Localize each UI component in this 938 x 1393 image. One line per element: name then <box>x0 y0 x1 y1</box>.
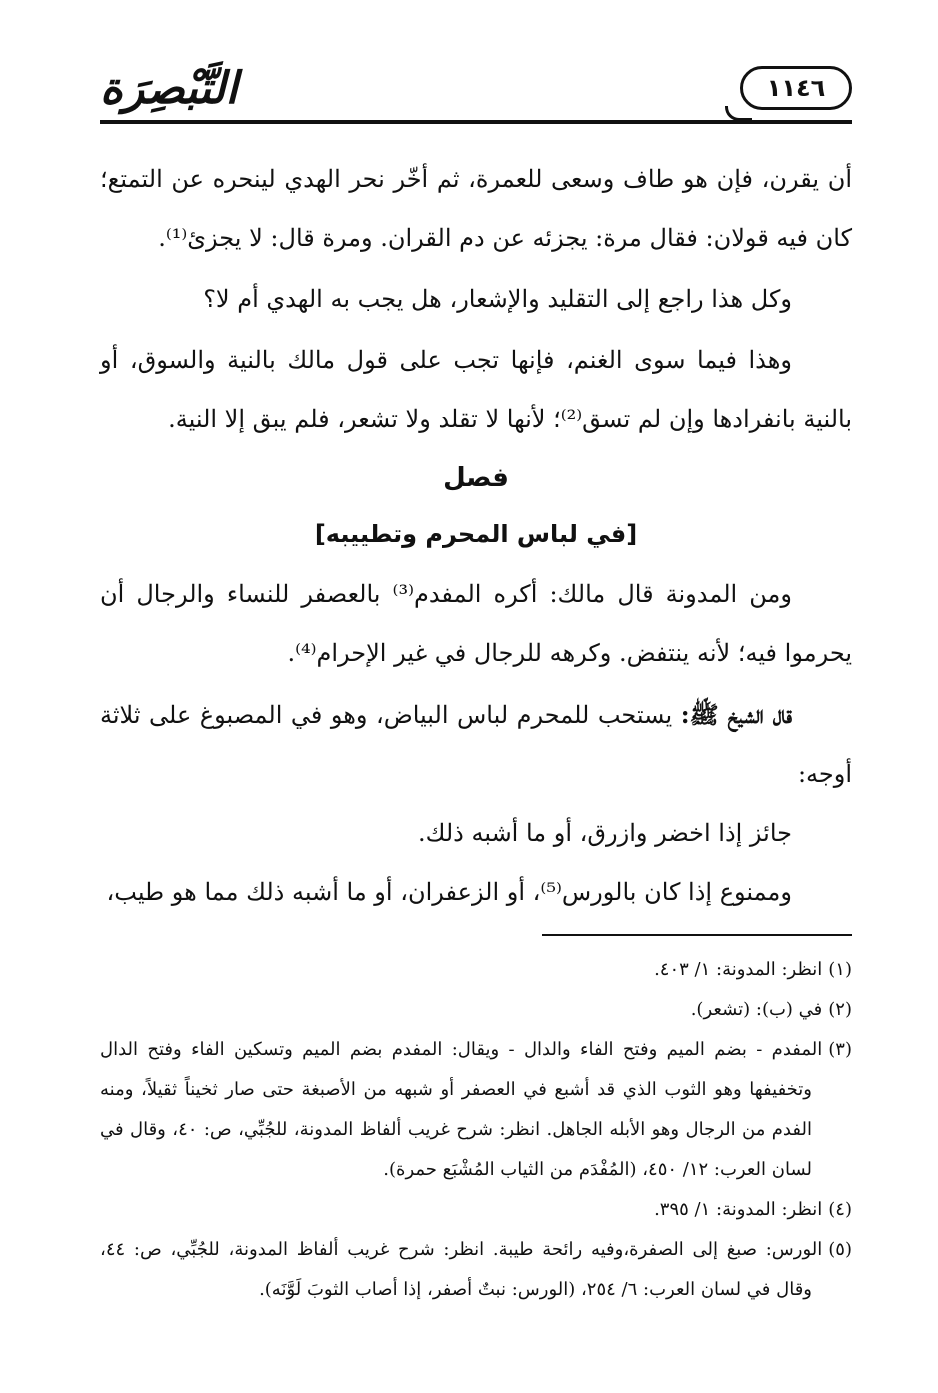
paragraph-7: وممنوع إذا كان بالورس⁽⁵⁾، أو الزعفران، أو ما أشبه ذلك مما هو طيب، <box>106 878 792 906</box>
section-heading: فصل <box>443 463 509 493</box>
footnote-text: الورس: صبغ إلى الصفرة،وفيه رائحة طيبة. انظر: شرح غريب ألفاظ المدونة، للجُبِّي، ص: ٤٤، وقال في لسان العرب: ٦/ ٢٥٤، (الورس: نبتٌ أصفر، إذا أصاب الثوبَ لَوَّنَه). <box>100 1239 823 1300</box>
paragraph-5 <box>100 685 852 804</box>
footnote-2 <box>100 990 852 1030</box>
footnote-number: (٤) <box>828 1199 852 1220</box>
paragraph-6: جائز إذا اخضر وازرق، أو ما أشبه ذلك. <box>417 819 792 847</box>
sheikh-label: قال الشيخ ﷺ: <box>680 700 793 729</box>
paragraph-4: ومن المدونة قال مالك: أكره المفدم⁽³⁾ بالعصفر للنساء والرجال أن يحرموا فيه؛ لأنه ينتفض. وكرهه للرجال في غير الإحرام⁽⁴⁾. <box>100 580 852 667</box>
page-header <box>100 58 852 128</box>
footnotes <box>100 950 852 1310</box>
footnote-1 <box>100 950 852 990</box>
main-text <box>100 150 852 922</box>
book-title: التَّبْصِرَة <box>100 63 238 114</box>
footnote-4 <box>100 1190 852 1230</box>
footnote-number: (٥) <box>828 1239 852 1260</box>
footnote-number: (٣) <box>828 1039 852 1060</box>
header-rule <box>100 120 852 124</box>
footnote-text: انظر: المدونة: ١/ ٤٠٣. <box>654 959 823 980</box>
page-number-badge <box>740 66 852 110</box>
footnote-5 <box>100 1230 852 1310</box>
badge-tail-ornament <box>725 106 752 121</box>
footnote-text: انظر: المدونة: ١/ ٣٩٥. <box>654 1199 823 1220</box>
section-subheading: [في لباس المحرم وتطييبه] <box>314 520 638 548</box>
footnote-divider <box>542 934 852 936</box>
paragraph-2: وكل هذا راجع إلى التقليد والإشعار، هل يجب به الهدي أم لا؟ <box>203 285 792 313</box>
footnote-number: (١) <box>828 959 852 980</box>
footnote-text: في (ب): (تشعر). <box>690 999 823 1020</box>
footnote-3 <box>100 1030 852 1190</box>
page-number: ١١٤٦ <box>766 74 826 102</box>
paragraph-5-text: يستحب للمحرم لباس البياض، وهو في المصبوغ على ثلاثة أوجه: <box>100 701 852 788</box>
paragraph-1: أن يقرن، فإن هو طاف وسعى للعمرة، ثم أخّر نحر الهدي لينحره عن التمتع؛ كان فيه قولان: فقال مرة: يجزئه عن دم القران. ومرة قال: لا يجزئ⁽¹⁾. <box>100 165 853 252</box>
paragraph-3: وهذا فيما سوى الغنم، فإنها تجب على قول مالك بالنية والسوق، أو بالنية بانفرادها وإن لم تسق⁽²⁾؛ لأنها لا تقلد ولا تشعر، فلم يبق إلا النية. <box>100 346 852 433</box>
footnote-number: (٢) <box>828 999 852 1020</box>
footnote-text: المفدم - بضم الميم وفتح الفاء والدال - ويقال: المفدم بضم الميم وتسكين الفاء وفتح الدال وتخفيفها وهو الثوب الذي قد أشبع في العصفر أو شبهه من الأصبغة حتى صار ثخيناً ثقيلاً، ومنه الفدم من الرجال وهو الأبله الجاهل. انظر: شرح غريب ألفاظ المدونة، للجُبِّي، ص: ٤٠، وقال في لسان العرب: ١٢/ ٤٥٠، (المُفْدَم من الثياب المُشْبَع حمرة). <box>100 1039 823 1180</box>
